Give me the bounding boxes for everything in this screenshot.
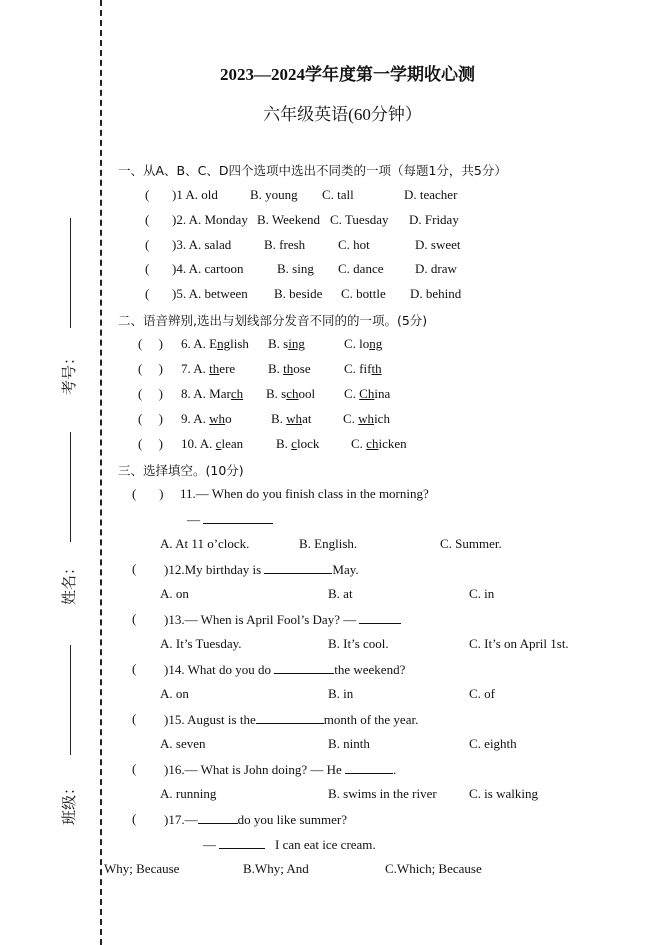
q4-a: )4. A. cartoon xyxy=(172,261,244,276)
q2-c: C. Tuesday xyxy=(330,212,389,227)
exam-no-line xyxy=(70,218,71,328)
q13-opt-b: B. It’s cool. xyxy=(328,636,389,651)
q3-c: C. hot xyxy=(338,237,370,252)
paren: ( xyxy=(132,711,137,726)
section3-heading: 三、选择填空。(10分) xyxy=(118,463,244,478)
q13-opt-a: A. It’s Tuesday. xyxy=(160,636,242,651)
binding-dashed-line xyxy=(100,0,102,945)
q7-c: C. fifth xyxy=(344,361,382,376)
q3-d: D. sweet xyxy=(415,237,461,252)
q11-text: 11.— When do you finish class in the morning? xyxy=(180,486,429,501)
q7-a: 7. A. there xyxy=(181,361,236,376)
q1-a: )1 A. old xyxy=(172,187,218,202)
q9-b: B. what xyxy=(271,411,312,426)
q8-b: B. school xyxy=(266,386,316,401)
q15-text: )15. August is the month of the year. xyxy=(164,712,419,727)
q6-b: B. sing xyxy=(268,336,305,351)
q11-opt-a: A. At 11 o’clock. xyxy=(160,536,250,551)
q2-d: D. Friday xyxy=(409,212,459,227)
q8-c: C. China xyxy=(344,386,391,401)
q17-opt-a: Why; Because xyxy=(104,861,180,876)
paren-pair: ( ) xyxy=(138,361,163,376)
section2-heading: 二、语音辨别,选出与划线部分发音不同的的一项。(5分) xyxy=(118,313,428,328)
q2-b: B. Weekend xyxy=(257,212,320,227)
paren: ( xyxy=(145,212,150,227)
q1-b: B. young xyxy=(250,187,298,202)
q5-b: B. beside xyxy=(274,286,323,301)
paren-pair: ( ) xyxy=(138,411,163,426)
paren-pair: ( ) xyxy=(132,486,164,501)
q12-opt-c: C. in xyxy=(469,586,495,601)
answer-blank[interactable] xyxy=(345,761,393,774)
q15-opt-c: C. eighth xyxy=(469,736,517,751)
q16-text: )16.— What is John doing? — He . xyxy=(164,762,397,777)
exam-no-label: 考号： xyxy=(60,349,79,396)
q17-opt-c: C.Which; Because xyxy=(385,861,482,876)
q11-reply: — xyxy=(187,511,273,528)
q9-c: C. which xyxy=(343,411,390,426)
q17-text: )17.— do you like summer? xyxy=(164,812,347,827)
paren: ( xyxy=(145,237,150,252)
q4-b: B. sing xyxy=(277,261,314,276)
q3-a: )3. A. salad xyxy=(172,237,232,252)
q16-opt-c: C. is walking xyxy=(469,786,538,801)
page-subtitle: 六年级英语(60分钟） xyxy=(263,105,422,124)
q16-opt-a: A. running xyxy=(160,786,217,801)
name-label: 姓名： xyxy=(60,559,79,606)
paren: ( xyxy=(145,261,150,276)
paren-pair: ( ) xyxy=(138,336,163,351)
class-line xyxy=(70,645,71,755)
q7-b: B. those xyxy=(268,361,311,376)
q11-opt-c: C. Summer. xyxy=(440,536,502,551)
q14-opt-b: B. in xyxy=(328,686,354,701)
q15-opt-a: A. seven xyxy=(160,736,206,751)
section1-heading: 一、从A、B、C、D四个选项中选出不同类的一项（每题1分，共5分） xyxy=(118,163,507,178)
q12-opt-b: B. at xyxy=(328,586,353,601)
q2-a: )2. A. Monday xyxy=(172,212,248,227)
answer-blank[interactable] xyxy=(274,661,334,674)
q4-c: C. dance xyxy=(338,261,384,276)
class-label: 班级： xyxy=(60,779,79,826)
paren-pair: ( ) xyxy=(138,436,163,451)
paren-pair: ( ) xyxy=(138,386,163,401)
q16-opt-b: B. swims in the river xyxy=(328,786,437,801)
q5-c: C. bottle xyxy=(341,286,386,301)
paren: ( xyxy=(132,811,137,826)
q10-c: C. chicken xyxy=(351,436,407,451)
q4-d: D. draw xyxy=(415,261,457,276)
q9-a: 9. A. who xyxy=(181,411,232,426)
q15-opt-b: B. ninth xyxy=(328,736,370,751)
paren: ( xyxy=(145,286,150,301)
paren: ( xyxy=(132,611,137,626)
q10-a: 10. A. clean xyxy=(181,436,244,451)
answer-blank[interactable] xyxy=(359,611,401,624)
q13-opt-c: C. It’s on April 1st. xyxy=(469,636,569,651)
q17-opt-b: B.Why; And xyxy=(243,861,309,876)
q3-b: B. fresh xyxy=(264,237,306,252)
q8-a: 8. A. March xyxy=(181,386,244,401)
q14-opt-a: A. on xyxy=(160,686,189,701)
name-line xyxy=(70,432,71,542)
paren: ( xyxy=(132,661,137,676)
paren: ( xyxy=(132,761,137,776)
page-title: 2023—2024学年度第一学期收心测 xyxy=(220,65,475,84)
answer-blank[interactable] xyxy=(203,511,273,524)
answer-blank[interactable] xyxy=(264,561,332,574)
paren: ( xyxy=(145,187,150,202)
q12-opt-a: A. on xyxy=(160,586,189,601)
q17-reply: — I can eat ice cream. xyxy=(203,837,376,852)
q10-b: B. clock xyxy=(276,436,320,451)
q6-c: C. long xyxy=(344,336,383,351)
q11-opt-b: B. English. xyxy=(299,536,358,551)
q6-a: 6. A. English xyxy=(181,336,249,351)
q12-text: )12.My birthday is May. xyxy=(164,562,359,577)
answer-blank[interactable] xyxy=(256,711,324,724)
q5-d: D. behind xyxy=(410,286,462,301)
answer-blank[interactable] xyxy=(219,836,265,849)
q14-opt-c: C. of xyxy=(469,686,495,701)
q14-text: )14. What do you do the weekend? xyxy=(164,662,406,677)
paren: ( xyxy=(132,561,137,576)
q5-a: )5. A. between xyxy=(172,286,248,301)
q13-text: )13.— When is April Fool’s Day? — xyxy=(164,611,401,628)
q1-c: C. tall xyxy=(322,187,354,202)
q1-d: D. teacher xyxy=(404,187,458,202)
answer-blank[interactable] xyxy=(198,811,238,824)
